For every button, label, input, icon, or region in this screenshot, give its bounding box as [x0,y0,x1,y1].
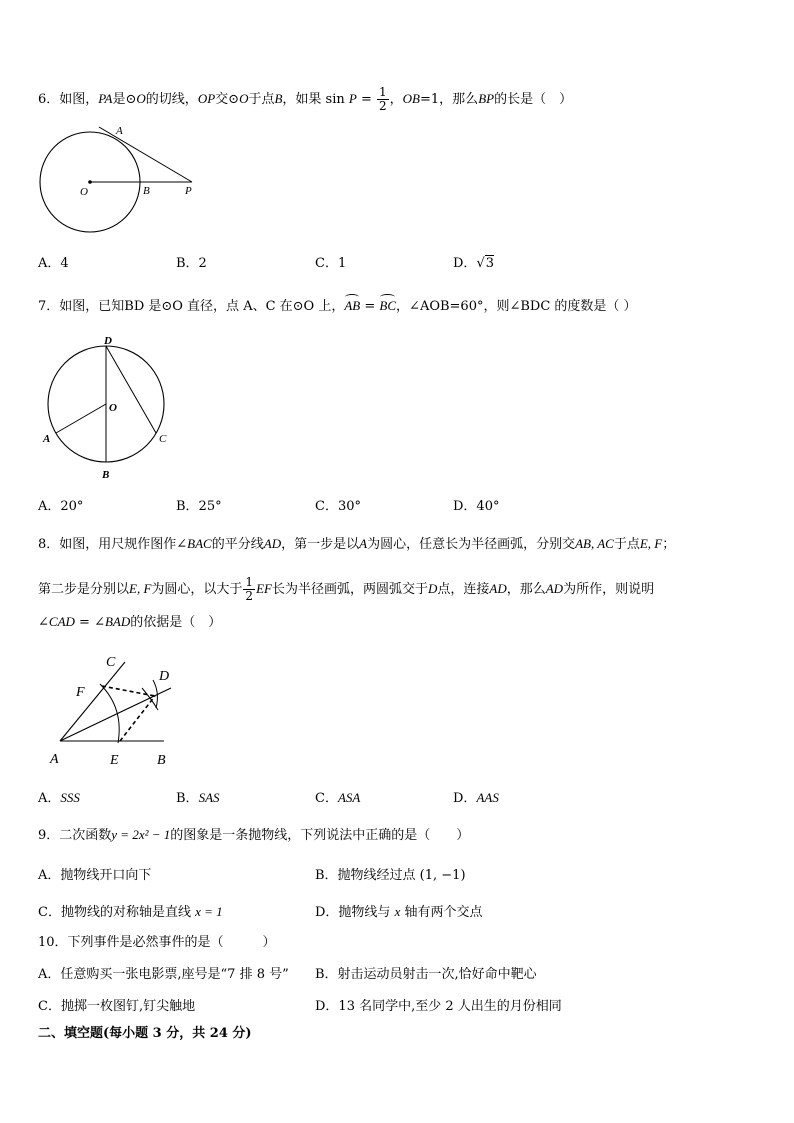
q7-line-oa [56,404,106,433]
section2-title: 二、填空题(每小题 3 分，共 24 分) [38,1026,252,1041]
q9-option-a[interactable]: A．抛物线开口向下 [38,868,152,883]
q6-text: 交⊙ [215,92,240,107]
q6-line-ap [99,127,192,182]
q7-figure [38,332,178,484]
q8-label-d: D [159,669,170,684]
q7-stem: 7．如图，已知BD 是⊙O 直径，点 A、C 在⊙O 上，AB = BC，∠AOB=60°，则∠BDC 的度数是（ ） [38,298,637,314]
q6-option-a[interactable]: A．4 [38,256,69,271]
q6-text: 6．如图， [38,92,99,107]
q8-label-f: F [76,685,85,700]
q6-text: =1，那么 [420,92,479,107]
q10-option-d[interactable]: D．13 名同学中,至少 2 人出生的月份相同 [315,999,562,1014]
q6-center-dot [88,180,92,184]
q7-arc-bc: BC [379,298,397,313]
q6-option-d[interactable]: D．√3 [453,256,495,271]
q10-option-c[interactable]: C．抛掷一枚图钉,钉尖触地 [38,999,196,1014]
q8-arc-d1 [142,688,158,710]
sqrt-symbol: √ [476,256,485,271]
q9-option-b[interactable]: B．抛物线经过点 (1, −1) [315,868,466,883]
q8-option-c[interactable]: C．ASA [315,790,361,806]
q6-label-a: A [116,125,123,137]
q8-ray-ac [60,662,125,741]
q7-option-c[interactable]: C．30° [315,499,361,514]
q6-eq: = [356,92,377,107]
q7-text: ，∠AOB=60°，则∠BDC 的度数是（ ） [396,299,637,314]
q6-text: ，如果 sin [282,92,349,107]
q8-dashed-ed [120,696,155,741]
q6-var-op: OP [197,91,216,106]
q6-text: 的切线， [145,92,198,107]
q7-label-d: D [104,335,112,347]
q7-text: 7．如图，已知BD 是⊙O 直径，点 A、C 在⊙O 上， [38,299,345,314]
q6-var-ob: OB [402,91,421,106]
q6-label-b: B [143,185,150,197]
q6-var-b: B [274,91,283,106]
q8-option-b[interactable]: B．SAS [176,790,220,806]
q8-label-e: E [110,753,119,768]
q9-option-c[interactable]: C．抛物线的对称轴是直线 x = 1 [38,904,223,920]
q7-option-b[interactable]: B．25° [176,499,222,514]
q8-fraction: $\frac{1}{2}$ [245,575,254,603]
q8-option-d[interactable]: D．AAS [453,790,499,806]
q6-var-pa: PA [98,91,113,106]
q6-text: 于点 [248,92,275,107]
q7-option-a[interactable]: A．20° [38,499,84,514]
q6-fraction: $\frac{1}{2}$ [379,85,387,113]
q8-figure [40,648,190,772]
q9-stem: 9．二次函数y = 2x² − 1的图象是一条抛物线，下列说法中正确的是（ ） [38,827,470,843]
q7-label-o: O [109,402,117,414]
q7-label-b: B [102,469,110,481]
q8-label-c: C [106,655,116,670]
q6-option-b[interactable]: B．2 [176,256,207,271]
q8-label-a: A [50,752,59,767]
q6-stem [38,86,572,113]
q6-text: ， [389,92,403,107]
q7-arc-ab: AB [344,298,361,313]
q10-option-b[interactable]: B．射击运动员射击一次,恰好命中靶心 [315,967,537,982]
q6-option-c[interactable]: C．1 [315,256,347,271]
q9-option-d[interactable]: D．抛物线与 x 轴有两个交点 [315,904,483,920]
q6-text: 是⊙ [112,92,137,107]
q7-label-a: A [43,433,51,445]
q6-var-p: P [348,91,357,106]
q9-function: y = 2x² − 1 [111,827,171,842]
q6-figure [34,120,204,235]
q6-var-bp: BP [478,91,495,106]
q6-var-o: O [239,91,249,106]
q6-label-o: O [80,186,88,198]
q8-stem-line3: ∠CAD = ∠BAD的依据是（ ） [38,614,222,630]
q7-option-d[interactable]: D．40° [453,499,500,514]
q7-label-c: C [159,433,167,445]
q10-stem: 10．下列事件是必然事件的是（ ） [38,935,276,950]
q7-line-dc [106,346,156,433]
q6-label-p: P [185,185,192,197]
q8-dashed-fd [102,686,155,696]
q6-text: 的长是（ ） [494,92,573,107]
q10-option-a[interactable]: A．任意购买一张电影票,座号是“7 排 8 号” [38,967,289,982]
q8-label-b: B [157,753,166,768]
q6-var-o: O [136,91,146,106]
q8-option-a[interactable]: A．SSS [38,790,80,806]
q8-stem-line2: 第二步是分别以E, F为圆心，以大于 $\frac{1}{2}$ EF长为半径画弧，两圆弧交于D点，连接AD，那么AD为所作，则说明 [38,575,655,603]
q8-stem-line1: 8．如图，用尺规作图作∠BAC的平分线AD，第一步是以A为圆心，任意长为半径画弧，分别交AB, AC于点E, F； [38,536,676,552]
